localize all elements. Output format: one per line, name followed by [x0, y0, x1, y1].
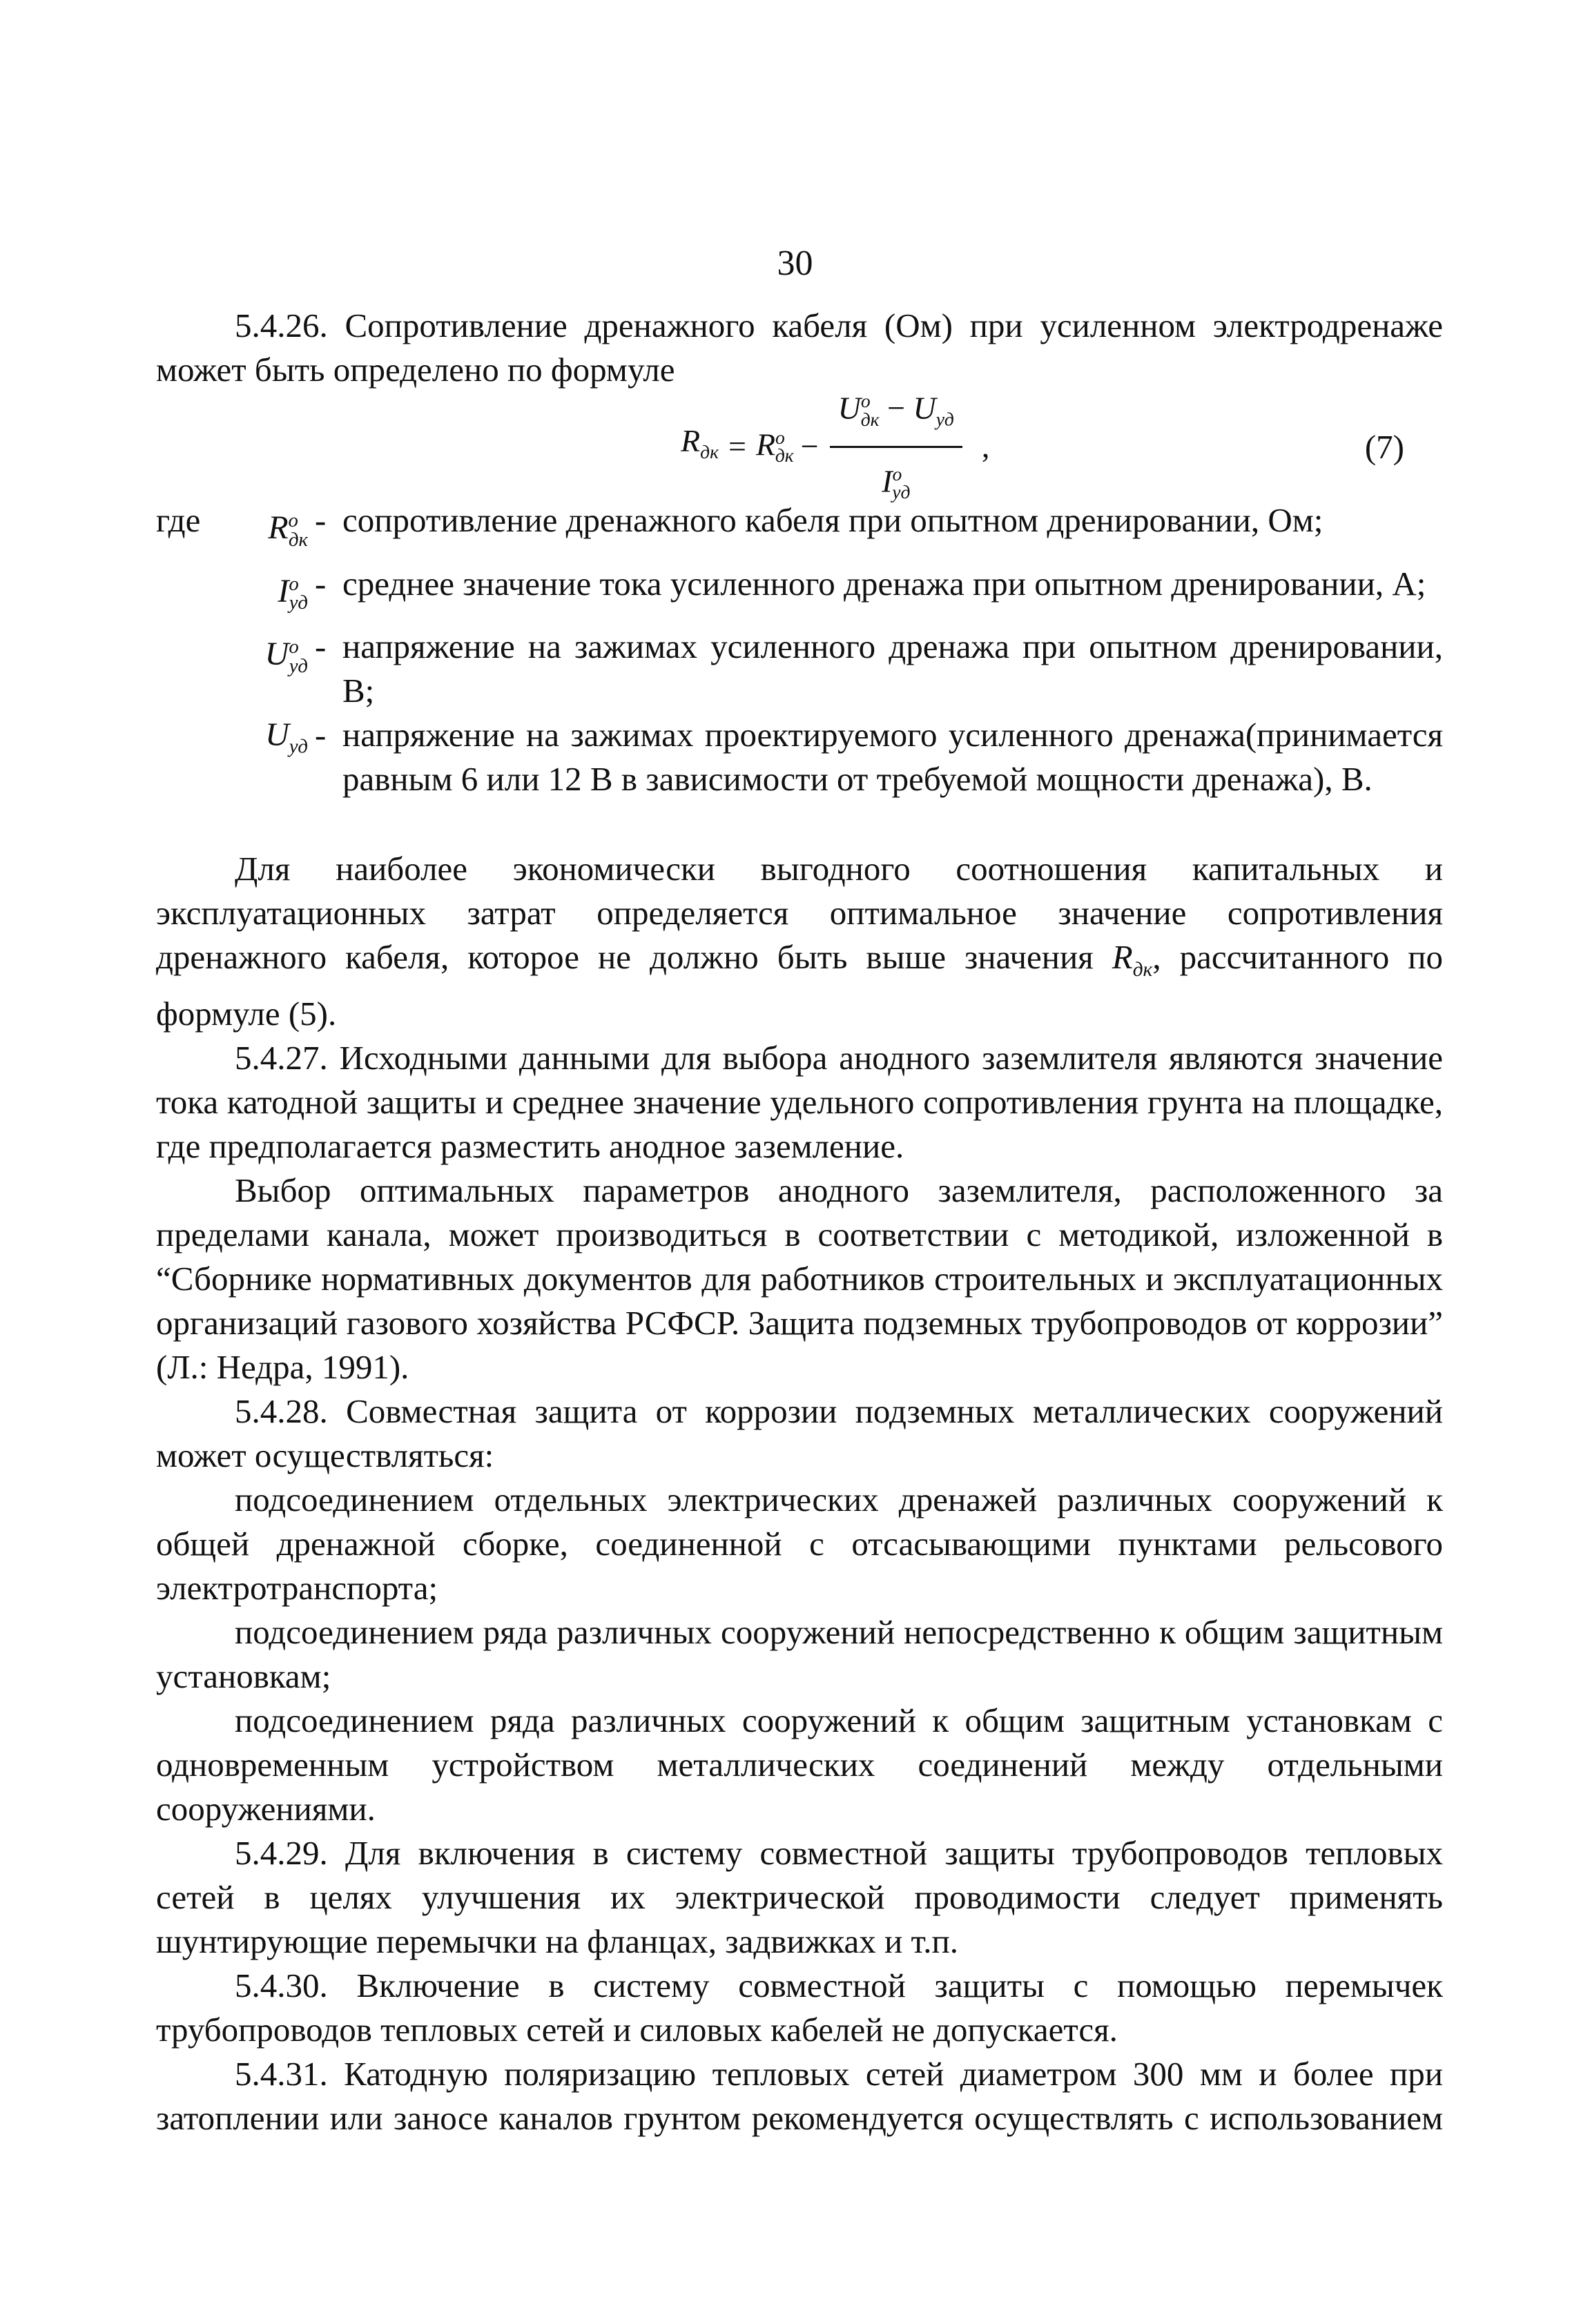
definition-symbol: $I^о_{уд}$ — [278, 572, 308, 614]
formula-fraction — [830, 379, 962, 514]
formula-7 — [156, 389, 1443, 503]
definition-item: $U_{уд}$ - напряжение на зажимах проектируемого усиленного дренажа(принимается равным 6 или 12 В в зависимости от требуемой мощности дренажа), В. — [156, 713, 1443, 801]
list-item-3: подсоединением ряда различных сооружений к общим защитным установкам с одновременным устройством металлических соединений между отдельными сооружениями. — [156, 1701, 1443, 1828]
paragraph-optimal-resistance: Для наиболее экономически выгодного соотношения капитальных и эксплуатационных затрат определяется оптимальное значение сопротивления дренажного кабеля, которое не должно быть выше значения $R_{дк}$, рассчитанного по формуле (5). — [156, 850, 1444, 1033]
formula-numerator: $U^о_{дк} - U_{уд}$ — [830, 379, 962, 448]
formula-r0: $R^о_{дк}$ — [755, 426, 794, 467]
definition-symbol: $U_{уд}$ — [265, 716, 308, 758]
paragraph-5-4-26: 5.4.26. Сопротивление дренажного кабеля (Ом) при усиленном электродренаже может быть определено по формуле — [156, 306, 1443, 389]
formula-denominator: $I^о_{уд}$ — [882, 462, 911, 503]
page-content — [156, 304, 1443, 2140]
formula-equals: = — [728, 429, 746, 464]
definition-text: напряжение на зажимах проектируемого усиленного дренажа(принимается равным 6 или 12 В в зависимости от требуемой мощности дренажа), В. — [342, 716, 1443, 799]
definition-item: $U^о_{уд}$ - напряжение на зажимах усиленного дренажа при опытном дренировании, В; — [156, 625, 1443, 713]
formula-expression — [681, 389, 990, 503]
formula-minus: − — [800, 429, 819, 464]
definition-symbol: $R^о_{дк}$ — [268, 509, 308, 551]
definition-symbol: $U^о_{уд}$ — [264, 636, 308, 677]
where-label: где — [156, 501, 201, 539]
paragraph-anode-choice: Выбор оптимальных параметров анодного заземлителя, расположенного за пределами канала, может производиться в соответствии с методикой, изложенной в “Сборнике нормативных документов для работников строительных и эксплуатационных организаций газового хозяйства РСФСР. Защита подземных трубопроводов от коррозии” (Л.: Недра, 1991). — [156, 1171, 1443, 1386]
list-item-2: подсоединением ряда различных сооружений непосредственно к общим защитным установкам; — [156, 1612, 1443, 1695]
definition-text: напряжение на зажимах усиленного дренажа при опытном дренировании, В; — [342, 627, 1443, 710]
list-item-1: подсоединением отдельных электрических дренажей различных сооружений к общей дренажной сборке, соединенной с отсасывающими пунктами рельсового электротранспорта; — [156, 1480, 1443, 1607]
paragraph-5-4-29: 5.4.29. Для включения в систему совместной защиты трубопроводов тепловых сетей в целях улучшения их электрической проводимости следует применять шунтирующие перемычки на фланцах, задвижках и т.п. — [156, 1833, 1443, 1960]
page-number: 30 — [777, 244, 813, 283]
definition-item: $I^о_{уд}$ - среднее значение тока усиленного дренажа при опытном дренировании, А; — [156, 562, 1443, 625]
definition-text: среднее значение тока усиленного дренажа при опытном дренировании, А; — [342, 564, 1426, 603]
paragraph-5-4-31: 5.4.31. Катодную поляризацию тепловых сетей диаметром 300 мм и более при затоплении или заносе каналов грунтом рекомендуется осуществлять с использованием — [156, 2054, 1443, 2137]
definitions-list — [156, 498, 1443, 801]
equation-number: (7) — [1364, 428, 1404, 466]
formula-comma: , — [981, 429, 990, 464]
definition-item: где $R^о_{дк}$ - сопротивление дренажного кабеля при опытном дренировании, Ом; — [156, 498, 1443, 562]
paragraph-5-4-28: 5.4.28. Совместная защита от коррозии подземных металлических сооружений может осуществляться: — [156, 1392, 1443, 1474]
definition-text: сопротивление дренажного кабеля при опытном дренировании, Ом; — [342, 501, 1324, 539]
paragraph-5-4-30: 5.4.30. Включение в систему совместной защиты с помощью перемычек трубопроводов тепловых сетей и силовых кабелей не допускается. — [156, 1966, 1443, 2049]
formula-lhs: $R_{дк}$ — [681, 422, 719, 463]
paragraph-5-4-27: 5.4.27. Исходными данными для выбора анодного заземлителя являются значение тока катодной защиты и среднее значение удельного сопротивления грунта на площадке, где предполагается разместить анодное заземление. — [156, 1038, 1443, 1165]
